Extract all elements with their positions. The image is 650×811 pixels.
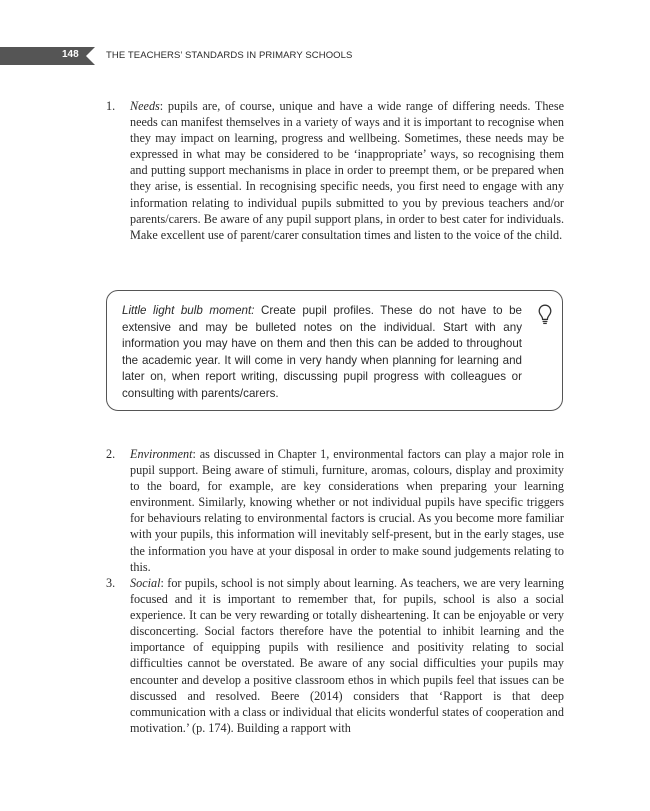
item-number: 1. <box>106 99 116 113</box>
item-text <box>130 446 564 575</box>
item-body: : pupils are, of course, unique and have a wide range of differing needs. These needs can manifest themselves in a variety of ways and it is important to recognise when they may impact on learning, progress and wellbeing. Sometimes, these needs may be expressed in what may be considered to be ‘inappropriate’ ways, so recognising them and putting support mechanisms in place in order to preempt them, or be prepared when they arise, is essential. In recognising specific needs, you first need to engage with any information relating to individual pupils submitted to you by previous teachers and/or parents/carers. Be aware of any pupil support plans, in order to best cater for individuals. Make excellent use of parent/carer consultation times and listen to the voice of the child. <box>130 99 564 242</box>
item-body: : for pupils, school is not simply about learning. As teachers, we are very learning focused and it is important to remember that, for pupils, school is also a social experience. It can be very rewarding or totally disheartening. It can be enjoyable or very disconcerting. Social factors therefore have the potential to inhibit learning and the importance of equipping pupils with resilience and positivity relating to social difficulties cannot be overstated. Be aware of any social difficulties your pupils may encounter and develop a positive classroom ethos in which pupils feel that issues can be discussed and resolved. Beere (2014) considers that ‘Rapport is that deep communication with a class or individual that elicits wonderful states of cooperation and motivation.’ (p. 174). Building a rapport with <box>130 576 564 735</box>
tip-lead: Little light bulb moment: <box>122 304 255 317</box>
item-term: Environment <box>130 447 193 461</box>
item-text <box>130 575 564 736</box>
item-term: Social <box>130 576 161 590</box>
list-item-social <box>106 575 564 736</box>
item-number: 2. <box>106 447 116 461</box>
list-item-needs <box>106 98 564 243</box>
tip-text <box>122 303 522 403</box>
item-number: 3. <box>106 576 116 590</box>
tip-body: Create pupil profiles. These do not have to be extensive and may be bulleted notes on the individual. Start with any information you may have on them and then this can be added to throughout the academic year. It will come in very handy when planning for learning and later on, when report writing, discussing pupil progress with colleagues or consulting with parents/carers. <box>122 304 522 400</box>
item-text <box>130 98 564 243</box>
item-term: Needs <box>130 99 160 113</box>
page-number: 148 <box>62 49 79 60</box>
tip-box <box>106 290 563 411</box>
page-header <box>0 47 650 65</box>
item-body: : as discussed in Chapter 1, environmental factors can play a major role in pupil support. Being aware of stimuli, furniture, aromas, colours, display and proximity to the board, for example, are key considerations when preparing your learning environment. Similarly, knowing whether or not individual pupils have specific triggers for behaviours relating to environmental factors is crucial. As you become more familiar with your pupils, this information will inevitably self-present, but in the early stages, use the information you have at your disposal in order to make sound judgements relating to this. <box>130 447 564 574</box>
running-title: THE TEACHERS’ STANDARDS IN PRIMARY SCHOOLS <box>106 50 353 61</box>
page-number-tab <box>0 47 95 65</box>
list-item-environment <box>106 446 564 575</box>
light-bulb-icon <box>538 304 552 326</box>
